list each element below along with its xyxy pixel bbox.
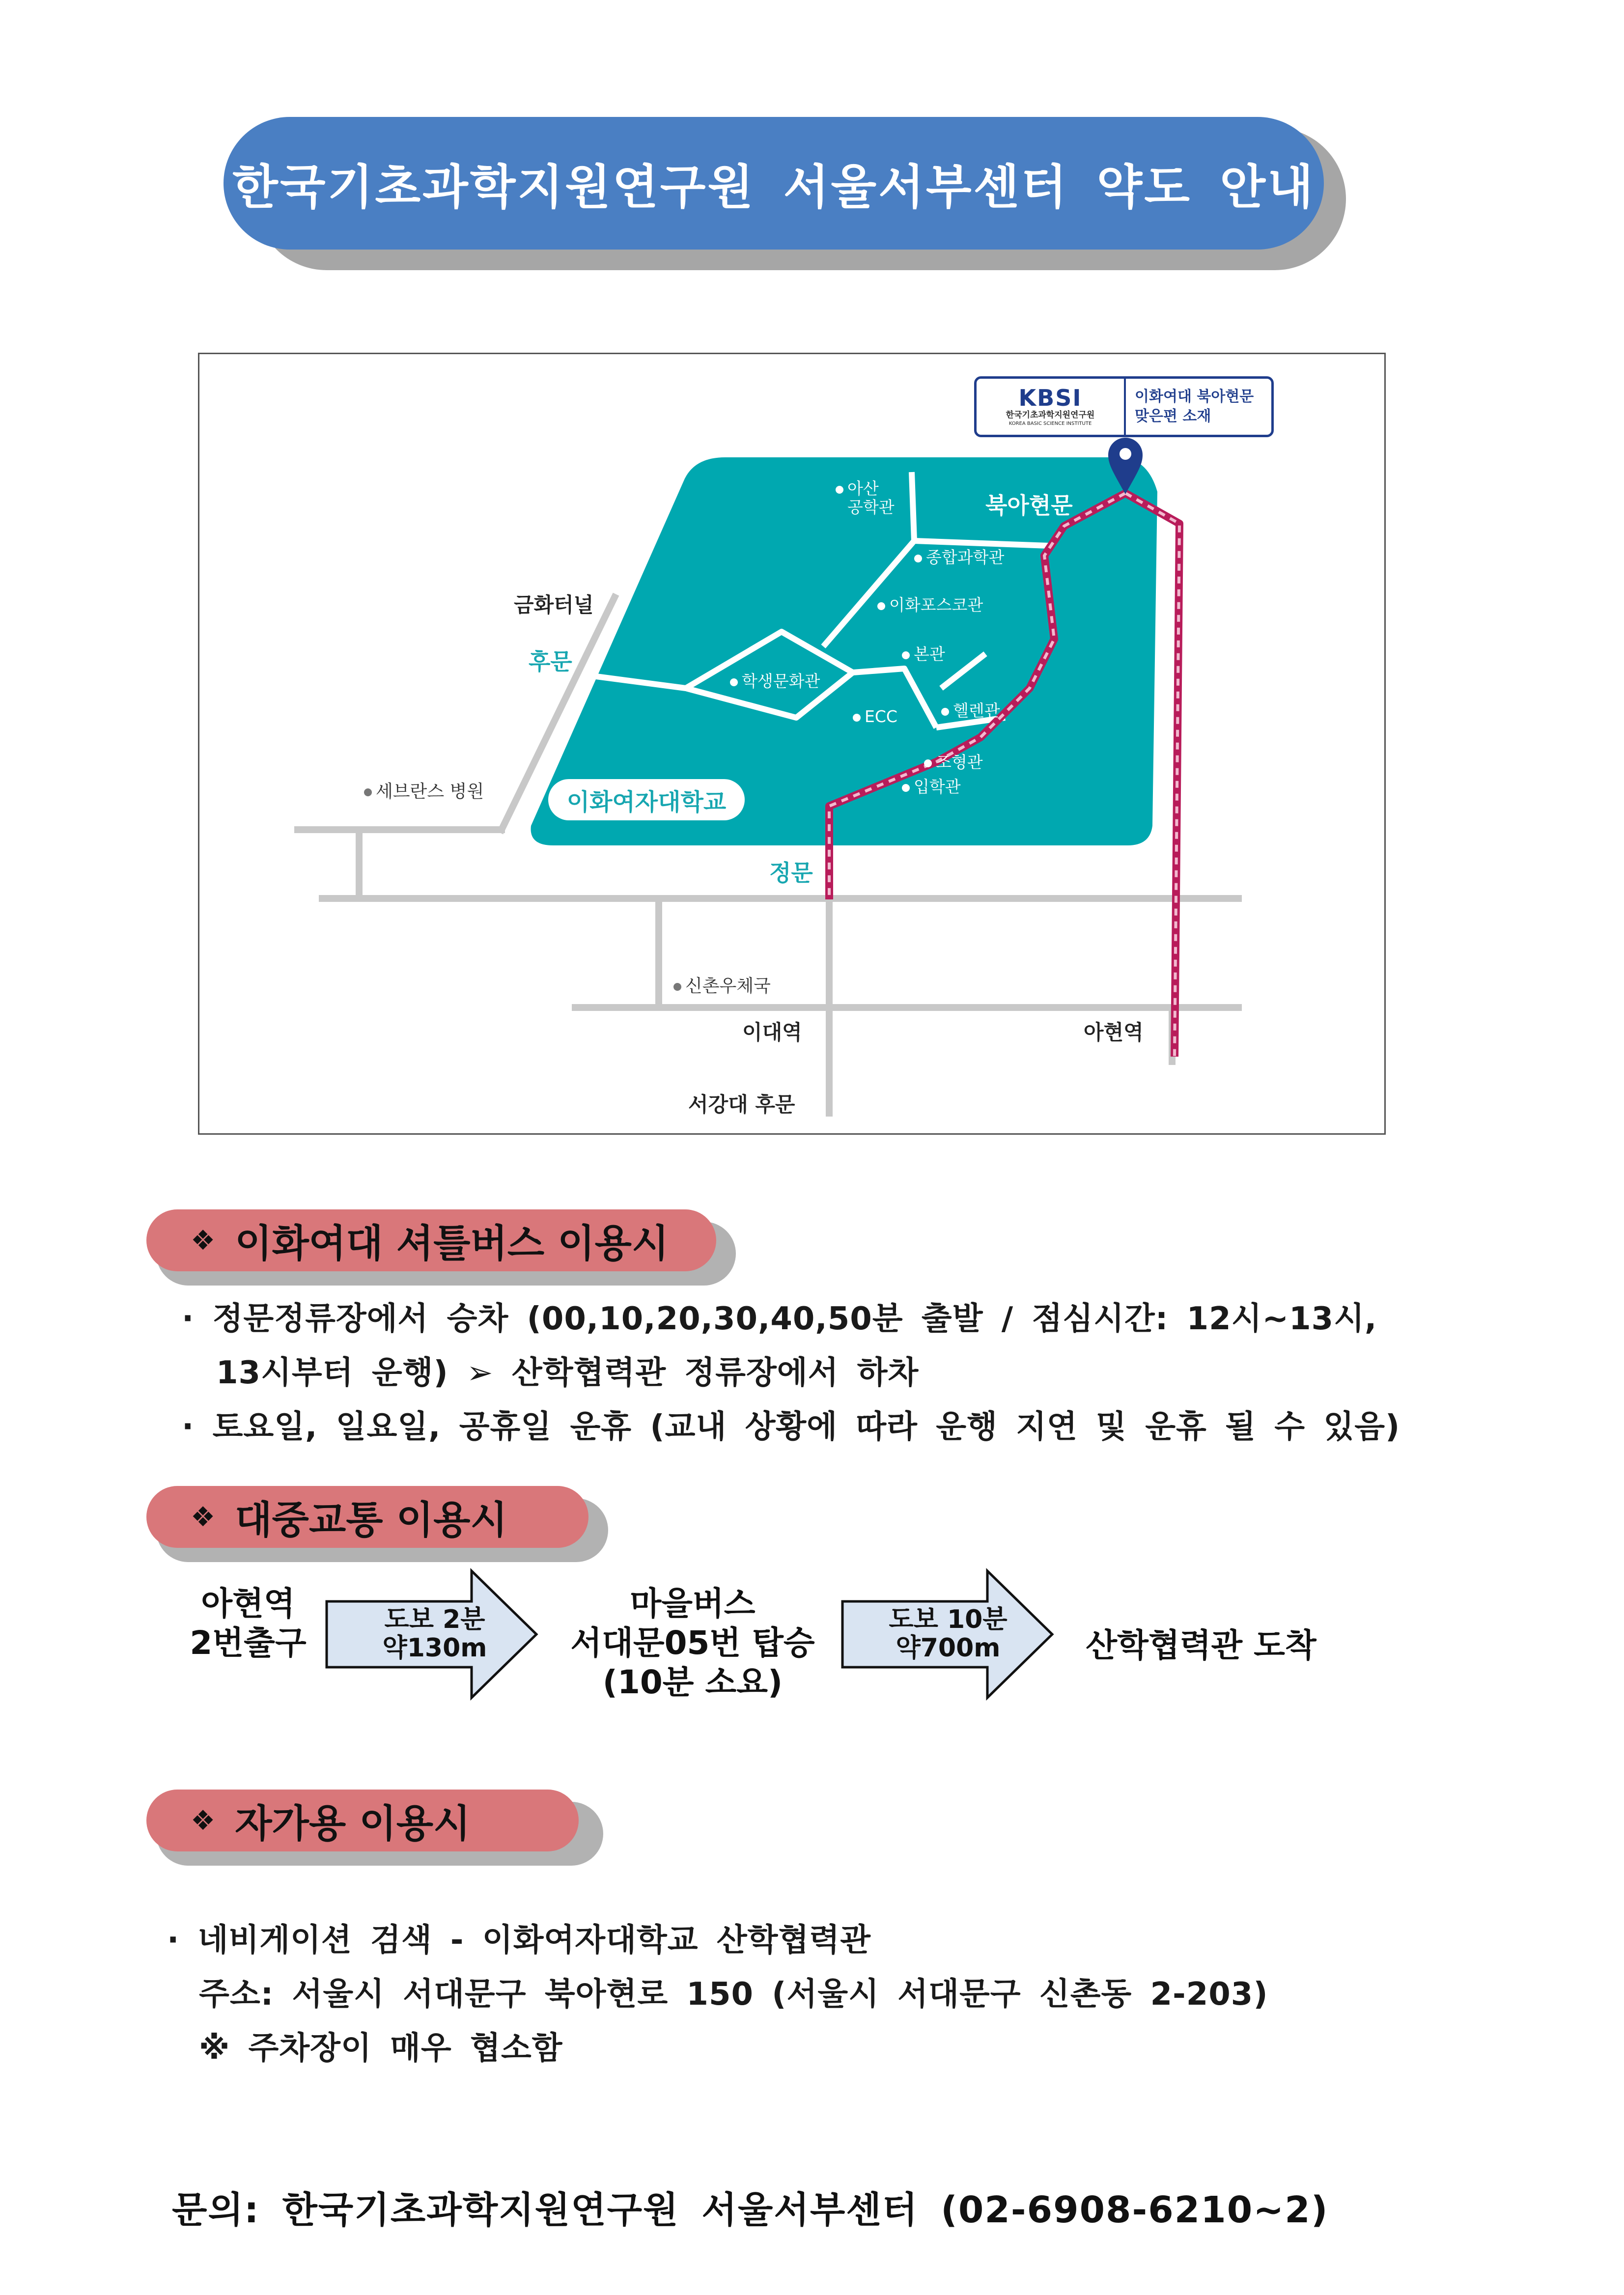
building-posco: 이화포스코관	[877, 592, 983, 616]
kbsi-logo-mark: KBSI	[1018, 385, 1082, 411]
walk-arrow-1-label: 도보 2분 약130m	[382, 1605, 487, 1663]
shuttle-line1: · 정문정류장에서 승차 (00,10,20,30,40,50분 출발 / 점심시간: 12시~13시,	[182, 1301, 1377, 1337]
building-asan: 아산 공학관	[836, 479, 895, 517]
building-helen: 헬렌관	[941, 698, 1000, 721]
gate-main-label: 정문	[769, 860, 813, 886]
transit-header-text: 대중교통 이용시	[235, 1498, 507, 1542]
place-ewha-station: 이대역	[742, 1020, 802, 1044]
car-line1: · 네비게이션 검색 - 이화여자대학교 산학협력관	[167, 1922, 871, 1959]
title-banner	[224, 117, 1324, 250]
car-line2: 주소: 서울시 서대문구 북아현로 150 (서울시 서대문구 신촌동 2-203)	[199, 1976, 1268, 2013]
page-title: 한국기초과학지원연구원 서울서부센터 약도 안내	[232, 159, 1315, 215]
shuttle-section-header	[146, 1209, 716, 1271]
car-line3: ※ 주차장이 매우 협소함	[199, 2030, 563, 2067]
transit-step-village-bus: 마을버스 서대문05번 탑승 (10분 소요)	[570, 1585, 815, 1701]
location-map	[198, 353, 1386, 1135]
shuttle-line3: · 토요일, 일요일, 공휴일 운휴 (교내 상황에 따라 운행 지연 및 운휴 될 수 있음)	[182, 1409, 1400, 1445]
transit-section-header	[146, 1486, 588, 1548]
campus-road-asan	[912, 472, 914, 541]
car-header-text: 자가용 이용시	[235, 1802, 471, 1846]
gate-north-label: 북아현문	[985, 492, 1073, 519]
kbsi-logo-english: KOREA BASIC SCIENCE INSTITUTE	[1008, 421, 1092, 426]
diamond-icon: ❖	[191, 1501, 216, 1533]
campus-name-label: 이화여자대학교	[548, 779, 745, 820]
building-ecc: ECC	[853, 707, 897, 726]
gate-back-label: 후문	[529, 648, 572, 675]
building-bongwan: 본관	[902, 642, 945, 665]
transit-step-arrival: 산학협력관 도착	[1086, 1626, 1316, 1664]
transit-step-ahyeon-exit: 아현역 2번출구	[190, 1585, 307, 1662]
building-johyeong: 조형관	[924, 750, 983, 773]
building-jonghap: 종합과학관	[914, 545, 1004, 568]
place-post-office: 신촌우체국	[673, 972, 771, 997]
shuttle-line2: 13시부터 운행) ➢ 산학협력관 정류장에서 하차	[216, 1355, 919, 1391]
place-sogang-back: 서강대 후문	[688, 1092, 795, 1117]
place-tunnel: 금화터널	[514, 593, 594, 617]
kbsi-logo-korean: 한국기초과학지원연구원	[1006, 410, 1095, 420]
building-student: 학생문화관	[730, 669, 820, 692]
place-severance: 세브란스 병원	[364, 778, 484, 803]
kbsi-note-line1: 이화여대 북아현문	[1135, 388, 1254, 405]
kbsi-location-note	[1126, 387, 1254, 426]
shuttle-header-text: 이화여대 셔틀버스 이용시	[235, 1222, 669, 1266]
car-section-header	[146, 1790, 579, 1851]
walk-arrow-2-label: 도보 10분 약700m	[889, 1605, 1008, 1663]
place-ahyeon-station: 아현역	[1084, 1020, 1144, 1044]
diamond-icon: ❖	[191, 1224, 216, 1257]
contact-info: 문의: 한국기초과학지원연구원 서울서부센터 (02-6908-6210~2)	[172, 2189, 1329, 2231]
kbsi-note-line2: 맞은편 소재	[1135, 408, 1211, 425]
building-iphak: 입학관	[902, 774, 961, 797]
diamond-icon: ❖	[191, 1804, 216, 1837]
kbsi-logo	[977, 379, 1126, 435]
kbsi-location-card	[974, 376, 1274, 437]
